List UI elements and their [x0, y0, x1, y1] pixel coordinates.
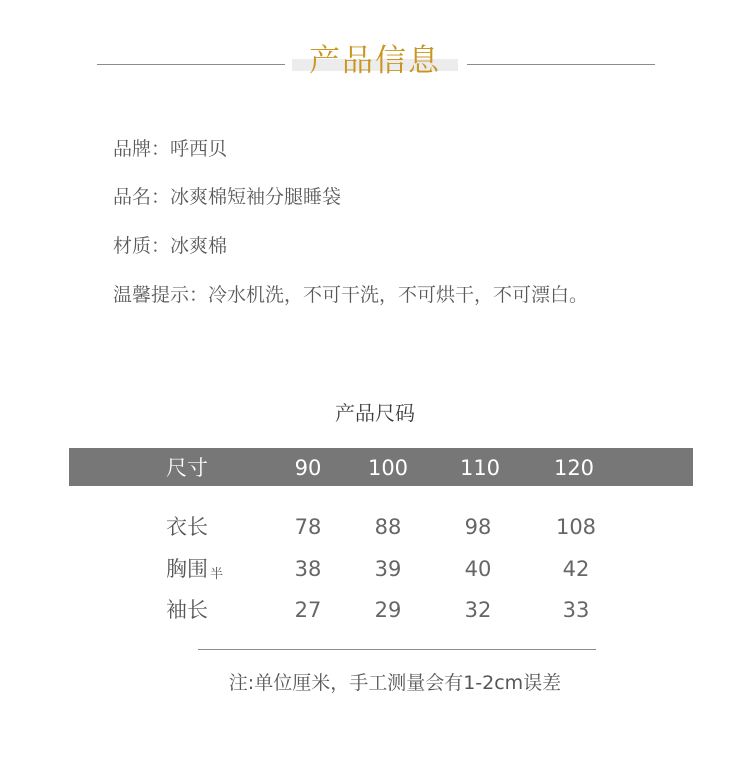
info-product-name: 品名：冰爽棉短袖分腿睡袋	[113, 186, 342, 208]
table-cell: 78	[294, 515, 322, 539]
table-cell: 38	[294, 557, 322, 581]
table-cell: 39	[374, 557, 402, 581]
header-size-label: 尺寸	[166, 456, 208, 480]
row-label-length: 衣长	[166, 515, 208, 539]
section-title: 产品信息	[309, 43, 441, 79]
table-cell: 88	[374, 515, 402, 539]
row-label-sleeve: 袖长	[166, 598, 208, 622]
table-footer-divider	[198, 649, 596, 650]
table-cell: 33	[562, 598, 590, 622]
table-cell: 108	[555, 515, 597, 539]
row-label-chest-text: 胸围	[166, 557, 208, 581]
header-size-110: 110	[459, 456, 501, 480]
table-cell: 27	[294, 598, 322, 622]
header-size-120: 120	[553, 456, 595, 480]
row-label-chest	[166, 556, 223, 588]
table-cell: 40	[464, 557, 492, 581]
table-cell: 29	[374, 598, 402, 622]
section-header	[292, 40, 458, 82]
header-size-100: 100	[367, 456, 409, 480]
info-brand: 品牌：呼西贝	[113, 138, 228, 160]
table-cell: 32	[464, 598, 492, 622]
row-label-chest-suffix: 半	[210, 567, 224, 582]
header-divider-left	[97, 64, 285, 65]
info-material: 材质：冰爽棉	[113, 235, 228, 257]
measurement-note: 注:单位厘米，手工测量会有1-2cm误差	[228, 672, 562, 694]
header-divider-right	[467, 64, 655, 65]
header-size-90: 90	[294, 456, 322, 480]
table-cell: 98	[464, 515, 492, 539]
info-care-tips: 温馨提示：冷水机洗，不可干洗，不可烘干，不可漂白。	[113, 284, 589, 306]
table-cell: 42	[562, 557, 590, 581]
size-chart-title: 产品尺码	[335, 401, 415, 425]
